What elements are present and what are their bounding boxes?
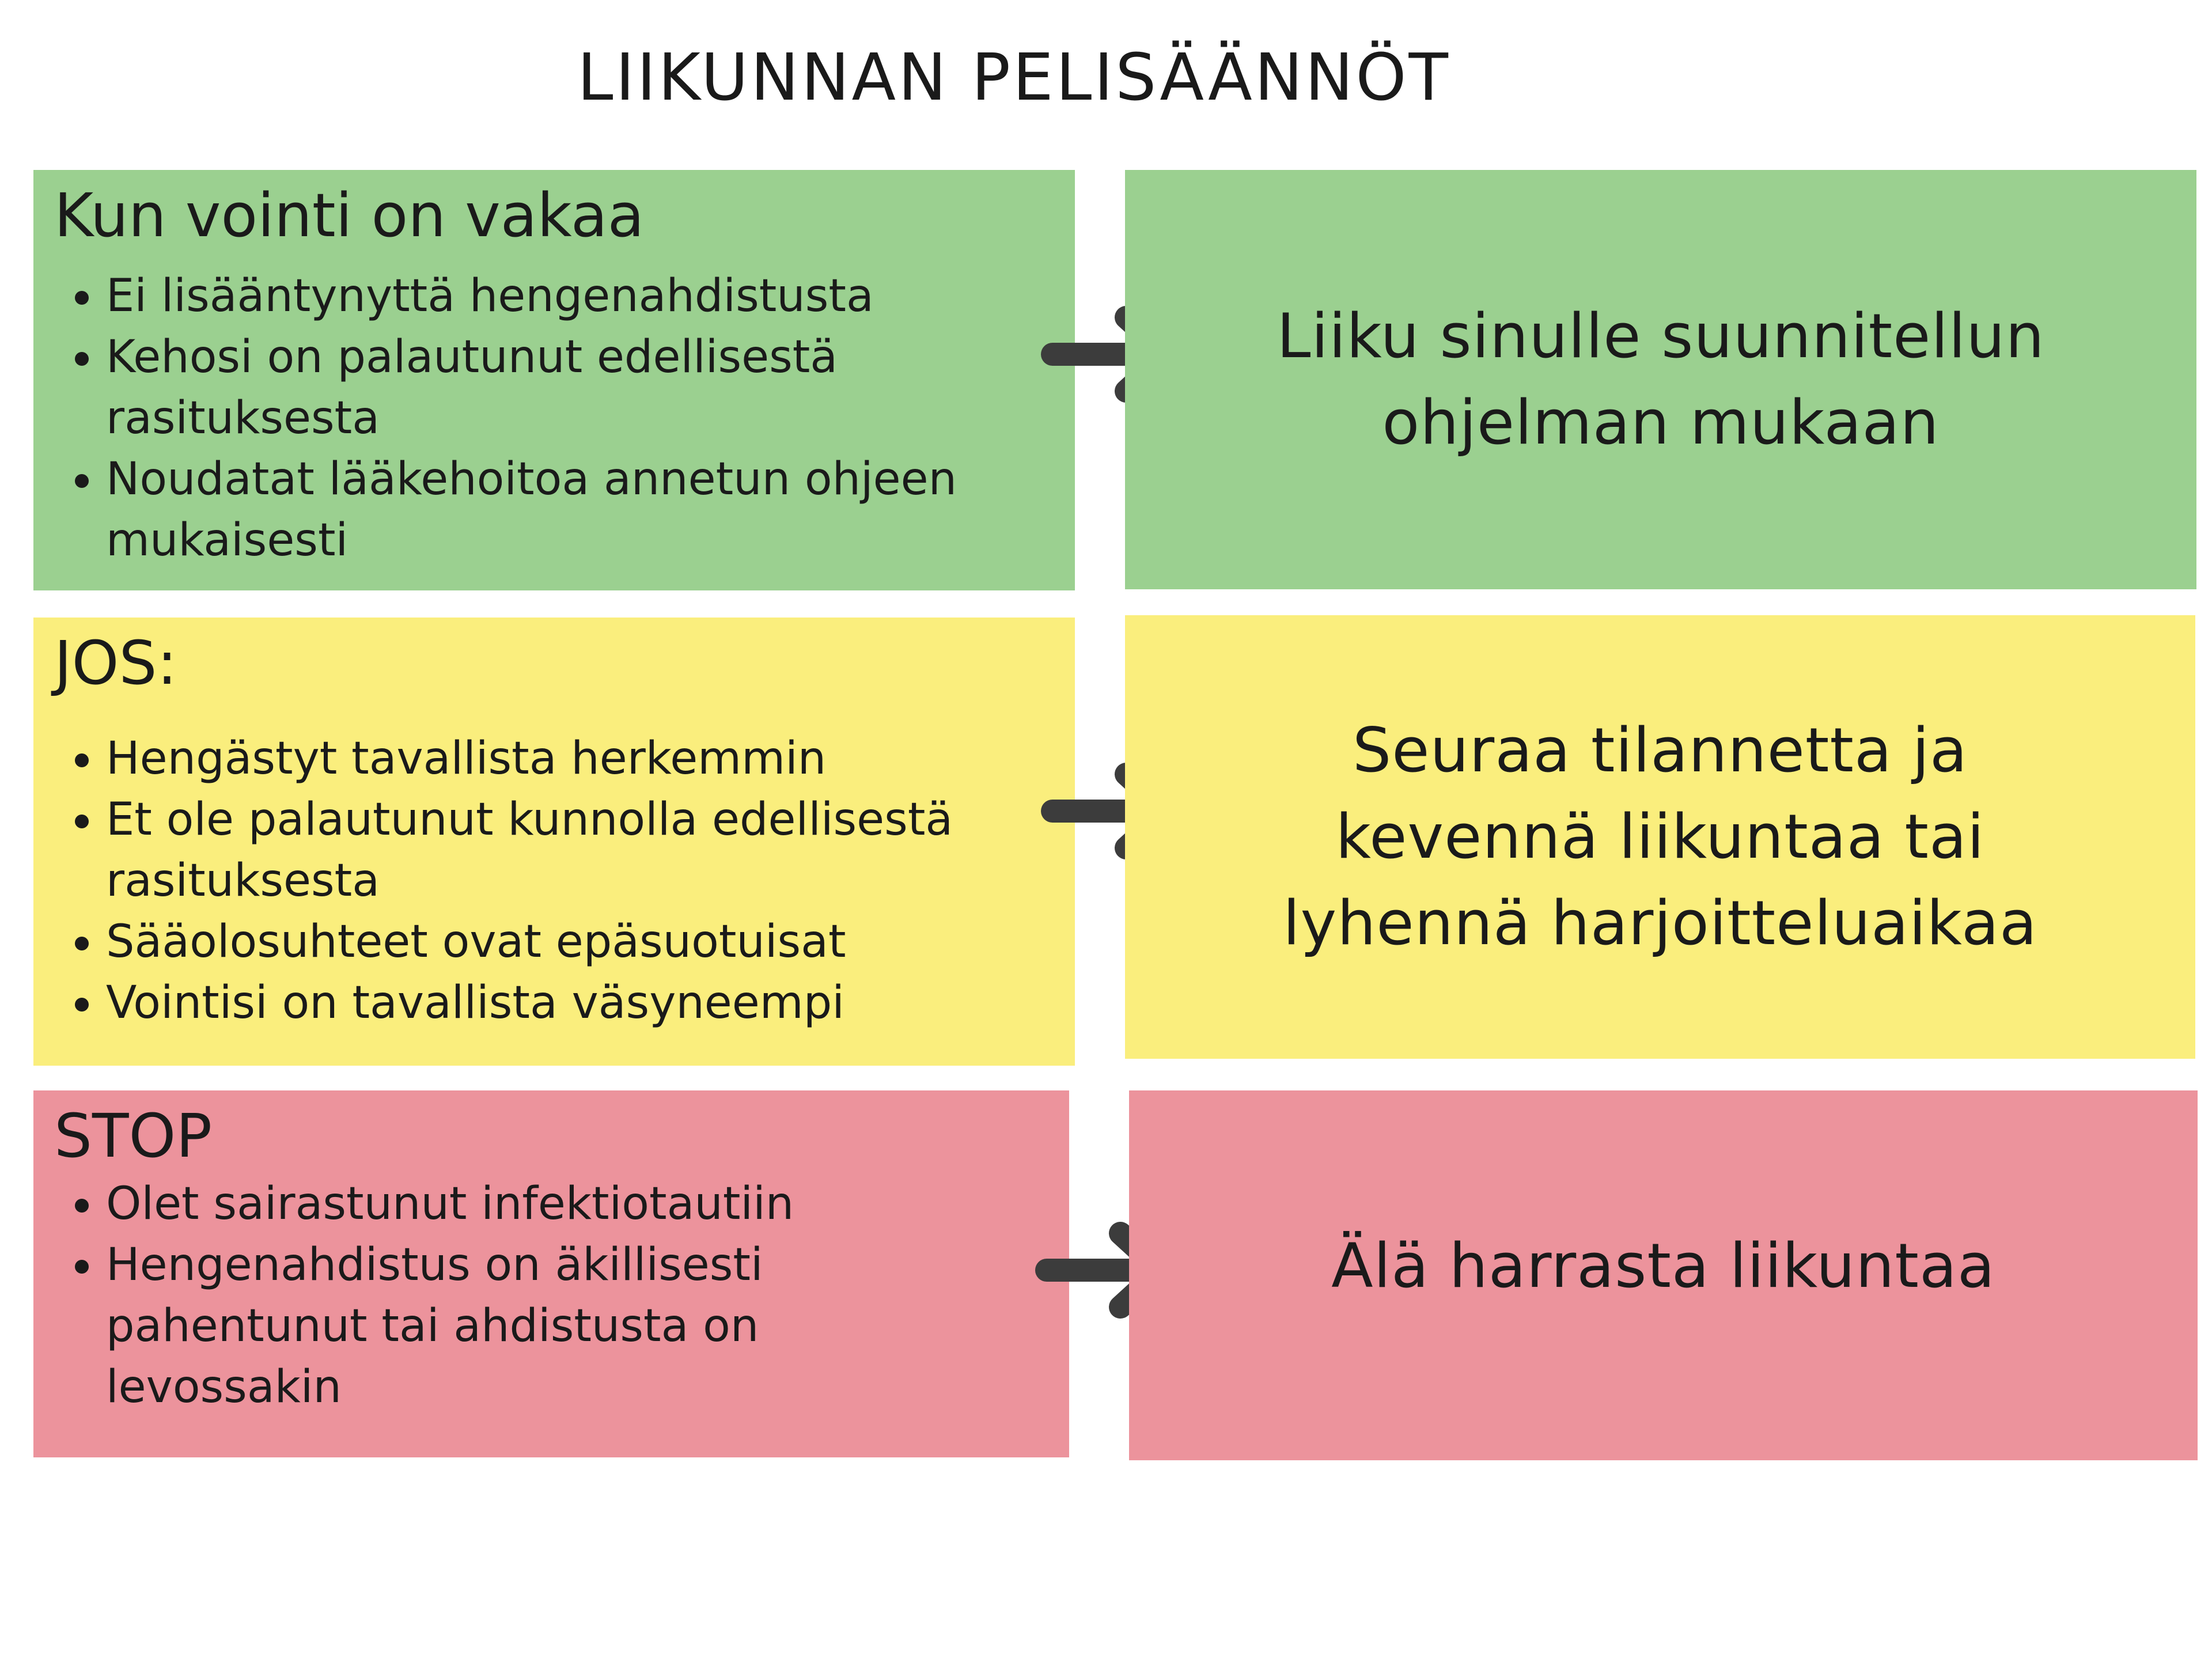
condition-list [54, 728, 1054, 1033]
list-item: • Olet sairastunut infektiotautiin [106, 1173, 1048, 1234]
condition-heading: STOP [54, 1101, 213, 1171]
condition-list [54, 1173, 1048, 1418]
action-text: Älä harrasta liikuntaa [1331, 1230, 1995, 1301]
list-item: • Hengästyt tavallista herkemmin [106, 728, 1054, 789]
action-box-stable [1125, 170, 2196, 589]
list-item: • Vointisi on tavallista väsyneempi [106, 972, 1054, 1033]
action-box-caution [1125, 615, 2195, 1059]
list-item: • Ei lisääntynyttä hengenahdistusta [106, 266, 1054, 327]
condition-box-stable [33, 170, 1075, 590]
condition-heading: Kun vointi on vakaa [54, 180, 645, 251]
list-item: • Sääolosuhteet ovat epäsuotuisat [106, 911, 1054, 972]
condition-list [54, 266, 1054, 571]
condition-box-stop [33, 1090, 1069, 1457]
list-item: • Hengenahdistus on äkillisesti pahentunut tai ahdistusta on levossakin [106, 1234, 797, 1418]
list-item: • Noudatat lääkehoitoa annetun ohjeen mukaisesti [106, 449, 970, 571]
action-box-stop [1129, 1090, 2198, 1460]
action-text: Seuraa tilannetta ja kevennä liikuntaa tai lyhennä harjoitteluaikaa [1283, 715, 2037, 959]
action-text: Liiku sinulle suunnitellun ohjelman mukaan [1277, 301, 2045, 458]
condition-box-caution [33, 618, 1075, 1066]
list-item: • Et ole palautunut kunnolla edellisestä rasituksesta [106, 789, 970, 911]
list-item: • Kehosi on palautunut edellisestä rasituksesta [106, 327, 878, 449]
condition-heading: JOS: [54, 628, 177, 698]
page-title: LIIKUNNAN PELISÄÄNNÖT [577, 40, 1450, 115]
